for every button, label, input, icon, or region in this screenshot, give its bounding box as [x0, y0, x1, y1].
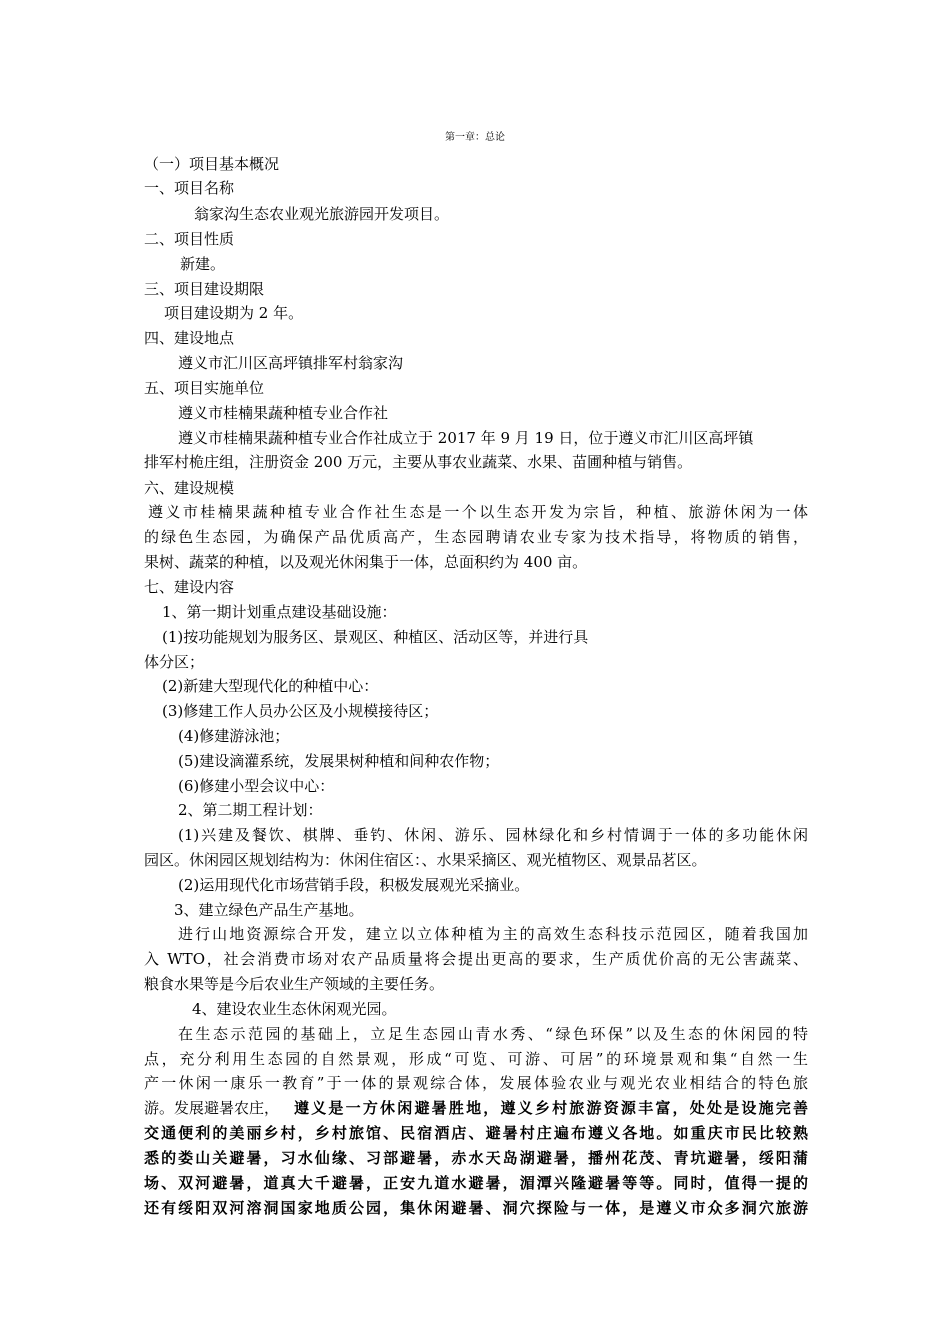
paragraph-line: 3、建立绿色产品生产基地。 [174, 901, 364, 919]
item-heading: 七、建设内容 [144, 578, 235, 596]
item-heading: 一、项目名称 [144, 179, 235, 197]
section-heading: （一）项目基本概况 [144, 155, 280, 173]
paragraph-line: 2、第二期工程计划： [178, 801, 323, 819]
paragraph-line: (2)新建大型现代化的种植中心： [162, 677, 379, 695]
paragraph-line: 点，充分利用生态园的自然景观，形成“可览、可游、可居”的环境景观和集“自然一生 [144, 1050, 808, 1068]
paragraph-line: 体分区； [144, 653, 205, 671]
paragraph-line: 进行山地资源综合开发，建立以立体种植为主的高效生态科技示范园区，随着我国加 [178, 925, 808, 943]
bold-paragraph-line: 交通便利的美丽乡村，乡村旅馆、民宿酒店、避暑村庄遍布遵义各地。如重庆市民比较熟 [144, 1124, 808, 1142]
bold-paragraph-line: 悉的娄山关避暑，习水仙缘、习部避暑，赤水天岛湖避暑，播州花茂、青坑避暑，绥阳蒲 [144, 1149, 808, 1167]
paragraph-line: 在生态示范园的基础上，立足生态园山青水秀、“绿色环保”以及生态的休闲园的特 [178, 1025, 808, 1043]
paragraph-line: 园区。休闲园区规划结构为：休闲住宿区：、水果采摘区、观光植物区、观景品茗区。 [144, 851, 707, 869]
item-heading: 六、建设规模 [144, 479, 235, 497]
bold-paragraph-line: 场、双河避暑，道真大千避暑，正安九道水避暑，湄潭兴隆避暑等等。同时，值得一提的 [144, 1174, 808, 1192]
paragraph-line: 遵义市汇川区高坪镇排军村翁家沟 [178, 354, 404, 372]
paragraph-line: 排军村桅庄组，注册资金 200 万元，主要从事农业蔬菜、水果、苗圃种植与销售。 [144, 453, 693, 471]
paragraph-line: 果树、蔬菜的种植，以及观光休闲集于一体，总面积约为 400 亩。 [144, 553, 588, 571]
paragraph-line: (6)修建小型会议中心： [178, 777, 335, 795]
paragraph-line: 的绿色生态园，为确保产品优质高产，生态园聘请农业专家为技术指导，将物质的销售， [144, 528, 808, 546]
paragraph-line: (2)运用现代化市场营销手段，积极发展观光采摘业。 [178, 876, 530, 894]
paragraph-line: (3)修建工作人员办公区及小规模接待区； [162, 702, 439, 720]
item-heading: 三、项目建设期限 [144, 280, 265, 298]
paragraph-line: 4、建设农业生态休闲观光园。 [192, 1000, 397, 1018]
item-heading: 二、项目性质 [144, 230, 235, 248]
paragraph-line: (5)建设滴灌系统，发展果树种植和间种农作物； [178, 752, 500, 770]
paragraph-line: 新建。 [180, 255, 226, 273]
paragraph-line: 入 WTO，社会消费市场对农产品质量将会提出更高的要求，生产质优价高的无公害蔬菜、 [144, 950, 808, 968]
paragraph-line: (1)兴建及餐饮、棋牌、垂钓、休闲、游乐、园林绿化和乡村情调于一体的多功能休闲 [178, 826, 808, 844]
chapter-title: 第一章：总论 [445, 132, 505, 143]
paragraph-line: 遵义市桂楠果蔬种植专业合作社成立于 2017 年 9 月 19 日，位于遵义市汇川区高坪镇 [178, 429, 754, 447]
paragraph-line: 遵义市桂楠果蔬种植专业合作社 [178, 404, 389, 422]
item-heading: 五、项目实施单位 [144, 379, 265, 397]
bold-paragraph-line: 遵义是一方休闲避暑胜地，遵义乡村旅游资源丰富，处处是设施完善 [294, 1099, 808, 1117]
paragraph-line: 粮食水果等是今后农业生产领域的主要任务。 [144, 975, 445, 993]
paragraph-line: (1)按功能规划为服务区、景观区、种植区、活动区等，并进行具 [162, 628, 589, 646]
paragraph-line: 游。发展避暑农庄， [144, 1099, 280, 1117]
paragraph-line: 产一休闲一康乐一教育”于一体的景观综合体，发展体验农业与观光农业相结合的特色旅 [144, 1074, 808, 1092]
paragraph-line: 1、第一期计划重点建设基础设施： [162, 603, 397, 621]
paragraph-line: 项目建设期为 2 年。 [164, 304, 304, 322]
paragraph-line: (4)修建游泳池； [178, 727, 290, 745]
bold-paragraph-line: 还有绥阳双河溶洞国家地质公园，集休闲避暑、洞穴探险与一体，是遵义市众多洞穴旅游 [144, 1199, 808, 1217]
paragraph-line: 遵义市桂楠果蔬种植专业合作社生态是一个以生态开发为宗旨，种植、旅游休闲为一体 [148, 503, 808, 521]
item-heading: 四、建设地点 [144, 329, 235, 347]
paragraph-line: 翁家沟生态农业观光旅游园开发项目。 [194, 205, 450, 223]
